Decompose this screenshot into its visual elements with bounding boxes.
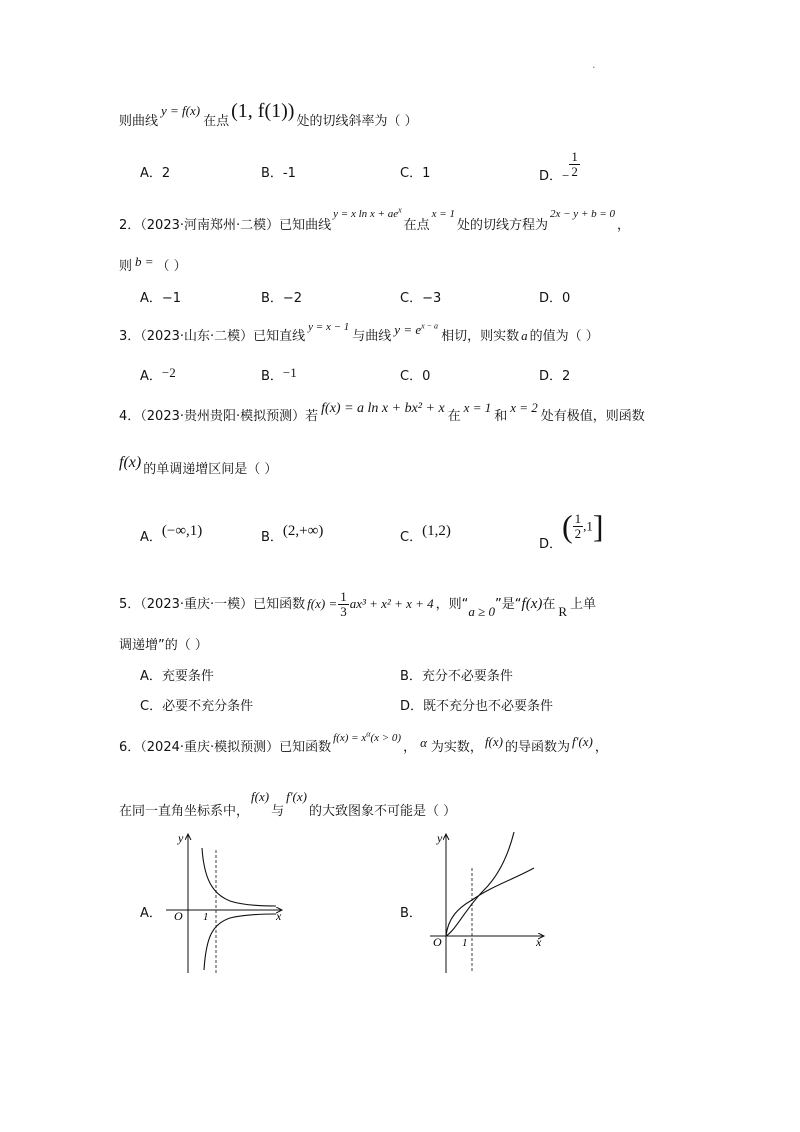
q4-number: 4． <box>119 409 141 424</box>
q5-stem-line2: 调递增”的（ ） <box>119 638 208 653</box>
q3-option-c[interactable]: C．0 <box>400 369 431 384</box>
q2-option-a[interactable]: A．−1 <box>140 291 182 306</box>
q3-option-b-label: B． <box>261 369 283 384</box>
origin-label: O <box>433 935 442 949</box>
q4-option-d[interactable] <box>539 508 604 552</box>
q1-option-d-sign: − <box>562 168 570 183</box>
q6-line2-fpx: f′(x) <box>286 789 307 804</box>
q4-x2: x = 2 <box>510 400 538 415</box>
q6-func-cond: (x > 0) <box>370 732 402 744</box>
q2-option-b[interactable]: B．−2 <box>261 291 303 306</box>
q4-bracket-left: ( <box>562 508 573 544</box>
q2-tangent: 2x − y + b = 0 <box>550 208 616 220</box>
q4-line2-fx: f(x) <box>119 454 142 471</box>
q3-curve-base: y = e <box>394 322 422 337</box>
q6-line2-text-2: 与 <box>271 804 285 819</box>
q5-text-1: 已知函数 <box>253 597 306 612</box>
q4-option-d-rest: ,1 <box>583 518 593 534</box>
q3-option-a[interactable] <box>140 365 176 384</box>
fraction-numerator: 1 <box>340 589 347 604</box>
q4-option-b-label: B． <box>261 530 283 545</box>
q4-option-d-fraction <box>573 512 584 541</box>
q3-number: 3． <box>119 329 141 344</box>
q5-fx: f(x) <box>521 596 543 612</box>
q5-option-d[interactable]: D．既不充分也不必要条件 <box>400 699 554 714</box>
curve-lower <box>204 914 276 970</box>
q6-text-1: 已知函数 <box>279 740 332 755</box>
fraction-denominator: 2 <box>571 164 578 179</box>
q6-line2-fx: f(x) <box>251 789 270 804</box>
x-axis-label: x <box>536 935 542 949</box>
q6-text-2: ， <box>403 740 417 755</box>
q6-fx: f(x) <box>484 734 503 749</box>
q4-option-b-value: (2,+∞) <box>282 523 324 539</box>
q2-curve-sup: x <box>398 205 402 215</box>
q5-text-3: ”是“ <box>495 597 522 612</box>
q2-text-1: 已知曲线 <box>279 218 332 233</box>
q4-stem-line2 <box>119 454 278 478</box>
q4-text-3: 和 <box>494 409 508 424</box>
q2-text-4: ， <box>617 218 631 233</box>
intro-text-3: 处的切线斜率为（ ） <box>296 114 418 129</box>
q4-bracket-right: ] <box>592 508 604 544</box>
q1-option-d-label: D． <box>539 169 563 184</box>
intro-line <box>119 100 418 131</box>
q6-text-5: ， <box>594 740 608 755</box>
q5-text-2: ，则“ <box>435 597 469 612</box>
q4-option-c[interactable] <box>400 523 451 546</box>
q4-option-a[interactable] <box>140 523 203 546</box>
q2-line2-var: b = <box>135 254 154 269</box>
intro-text-2: 在点 <box>203 114 230 129</box>
q4-x1: x = 1 <box>463 400 492 415</box>
q6-option-a-label[interactable]: A． <box>140 906 162 921</box>
q6-option-b-label[interactable]: B． <box>400 906 422 921</box>
q3-option-a-label: A． <box>140 369 162 384</box>
q6-line2-text-3: 的大致图象不可能是（ ） <box>308 804 457 819</box>
q5-condition: a ≥ 0 <box>468 604 496 619</box>
q3-text-4: 的值为（ ） <box>529 329 599 344</box>
q5-fraction <box>338 590 349 619</box>
q3-text-3: 相切，则实数 <box>441 329 520 344</box>
q6-graph-b[interactable] <box>422 828 552 978</box>
intro-expr: y = f(x) <box>161 103 201 118</box>
q6-alpha: α <box>420 735 427 750</box>
q2-text-3: 处的切线方程为 <box>456 218 548 233</box>
q6-func-base: f(x) = x <box>333 732 367 744</box>
q2-curve <box>333 205 402 220</box>
q3-source: （2023·山东·二模） <box>140 329 254 344</box>
q3-stem <box>119 321 599 344</box>
q1-option-b[interactable]: B．-1 <box>261 166 296 181</box>
q4-line2-text: 的单调递增区间是（ ） <box>143 462 278 477</box>
fraction-denominator: 3 <box>340 604 347 619</box>
q1-option-d-fraction <box>569 150 580 179</box>
q2-source: （2023·河南郑州·二模） <box>140 218 280 233</box>
y-axis-label: y <box>178 831 184 845</box>
q5-option-a[interactable]: A．充要条件 <box>140 669 214 684</box>
q1-option-d[interactable] <box>539 149 580 184</box>
q2-stem <box>119 205 631 233</box>
q6-graph-a[interactable] <box>160 828 290 978</box>
q4-source: （2023·贵州贵阳·模拟预测） <box>140 409 306 424</box>
q5-stem <box>119 590 596 619</box>
q4-option-b[interactable] <box>261 523 324 546</box>
q6-stem-line2 <box>119 789 457 819</box>
q5-source: （2023·重庆·一模） <box>140 597 254 612</box>
q3-option-b[interactable] <box>261 365 297 384</box>
q4-text-4: 处有极值，则函数 <box>540 409 645 424</box>
q6-text-4: 的导函数为 <box>504 740 570 755</box>
q2-curve-base: y = x ln x + ae <box>333 208 399 220</box>
q4-text-1: 若 <box>305 409 319 424</box>
q3-curve-sup: x − a <box>421 321 439 331</box>
q5-func-right: ax³ + x² + x + 4 <box>349 596 434 611</box>
q6-text-3: 为实数， <box>430 740 483 755</box>
q4-option-a-label: A． <box>140 530 162 545</box>
tick-label: 1 <box>203 911 209 923</box>
q6-func-sup: α <box>366 729 371 739</box>
q6-number: 6． <box>119 740 141 755</box>
fraction-numerator: 1 <box>574 511 582 526</box>
q3-text-2: 与曲线 <box>352 329 392 344</box>
q2-text-2: 在点 <box>403 218 430 233</box>
q3-var: a <box>521 328 528 343</box>
intro-point: (1, f(1)) <box>231 100 295 122</box>
curve-steep <box>446 832 514 936</box>
q4-option-a-value: (−∞,1) <box>161 523 203 539</box>
q4-option-c-value: (1,2) <box>422 523 451 539</box>
q4-text-2: 在 <box>447 409 461 424</box>
q6-line2-text-1: 在同一直角坐标系中， <box>119 804 250 819</box>
y-axis-label: y <box>437 831 443 845</box>
q6-source: （2024·重庆·模拟预测） <box>140 740 280 755</box>
q4-stem <box>119 400 645 425</box>
page-mark: . <box>592 58 596 71</box>
origin-label: O <box>174 909 183 923</box>
q2-option-d[interactable]: D．0 <box>539 291 571 306</box>
q3-line: y = x − 1 <box>308 321 350 333</box>
q6-function <box>333 729 402 744</box>
curve-shallow <box>446 868 534 936</box>
q4-option-d-label: D． <box>539 537 563 552</box>
q2-option-c[interactable]: C．−3 <box>400 291 442 306</box>
q4-function: f(x) = a ln x + bx² + x <box>321 401 445 416</box>
q1-option-a[interactable]: A．2 <box>140 166 171 181</box>
fraction-denominator: 2 <box>574 526 582 541</box>
q2-point: x = 1 <box>431 208 455 220</box>
q3-option-d[interactable]: D．2 <box>539 369 571 384</box>
curve-upper <box>202 848 276 906</box>
q2-stem-line2 <box>119 255 187 274</box>
q1-option-c[interactable]: C．1 <box>400 166 431 181</box>
q5-option-b[interactable]: B．充分不必要条件 <box>400 669 513 684</box>
q4-option-c-label: C． <box>400 530 423 545</box>
tick-label: 1 <box>462 937 468 949</box>
fraction-numerator: 1 <box>571 149 578 164</box>
intro-text-1: 则曲线 <box>119 114 159 129</box>
q3-text-1: 已知直线 <box>253 329 306 344</box>
q3-option-a-value: −2 <box>161 365 176 380</box>
q6-fpx: f′(x) <box>572 734 593 749</box>
q5-func-left: f(x) = <box>307 596 338 611</box>
q3-option-b-value: −1 <box>282 365 297 380</box>
q5-real-set: R <box>558 604 568 619</box>
q5-text-5: 上单 <box>570 597 597 612</box>
q2-line2-paren: （ ） <box>156 259 187 274</box>
q5-text-4: 在 <box>542 597 556 612</box>
q2-number: 2． <box>119 218 141 233</box>
q2-line2-text: 则 <box>119 259 133 274</box>
q5-option-c[interactable]: C．必要不充分条件 <box>140 699 254 714</box>
q3-curve <box>394 322 438 337</box>
x-axis-label: x <box>276 909 282 923</box>
q6-stem <box>119 729 608 755</box>
q5-number: 5． <box>119 597 141 612</box>
